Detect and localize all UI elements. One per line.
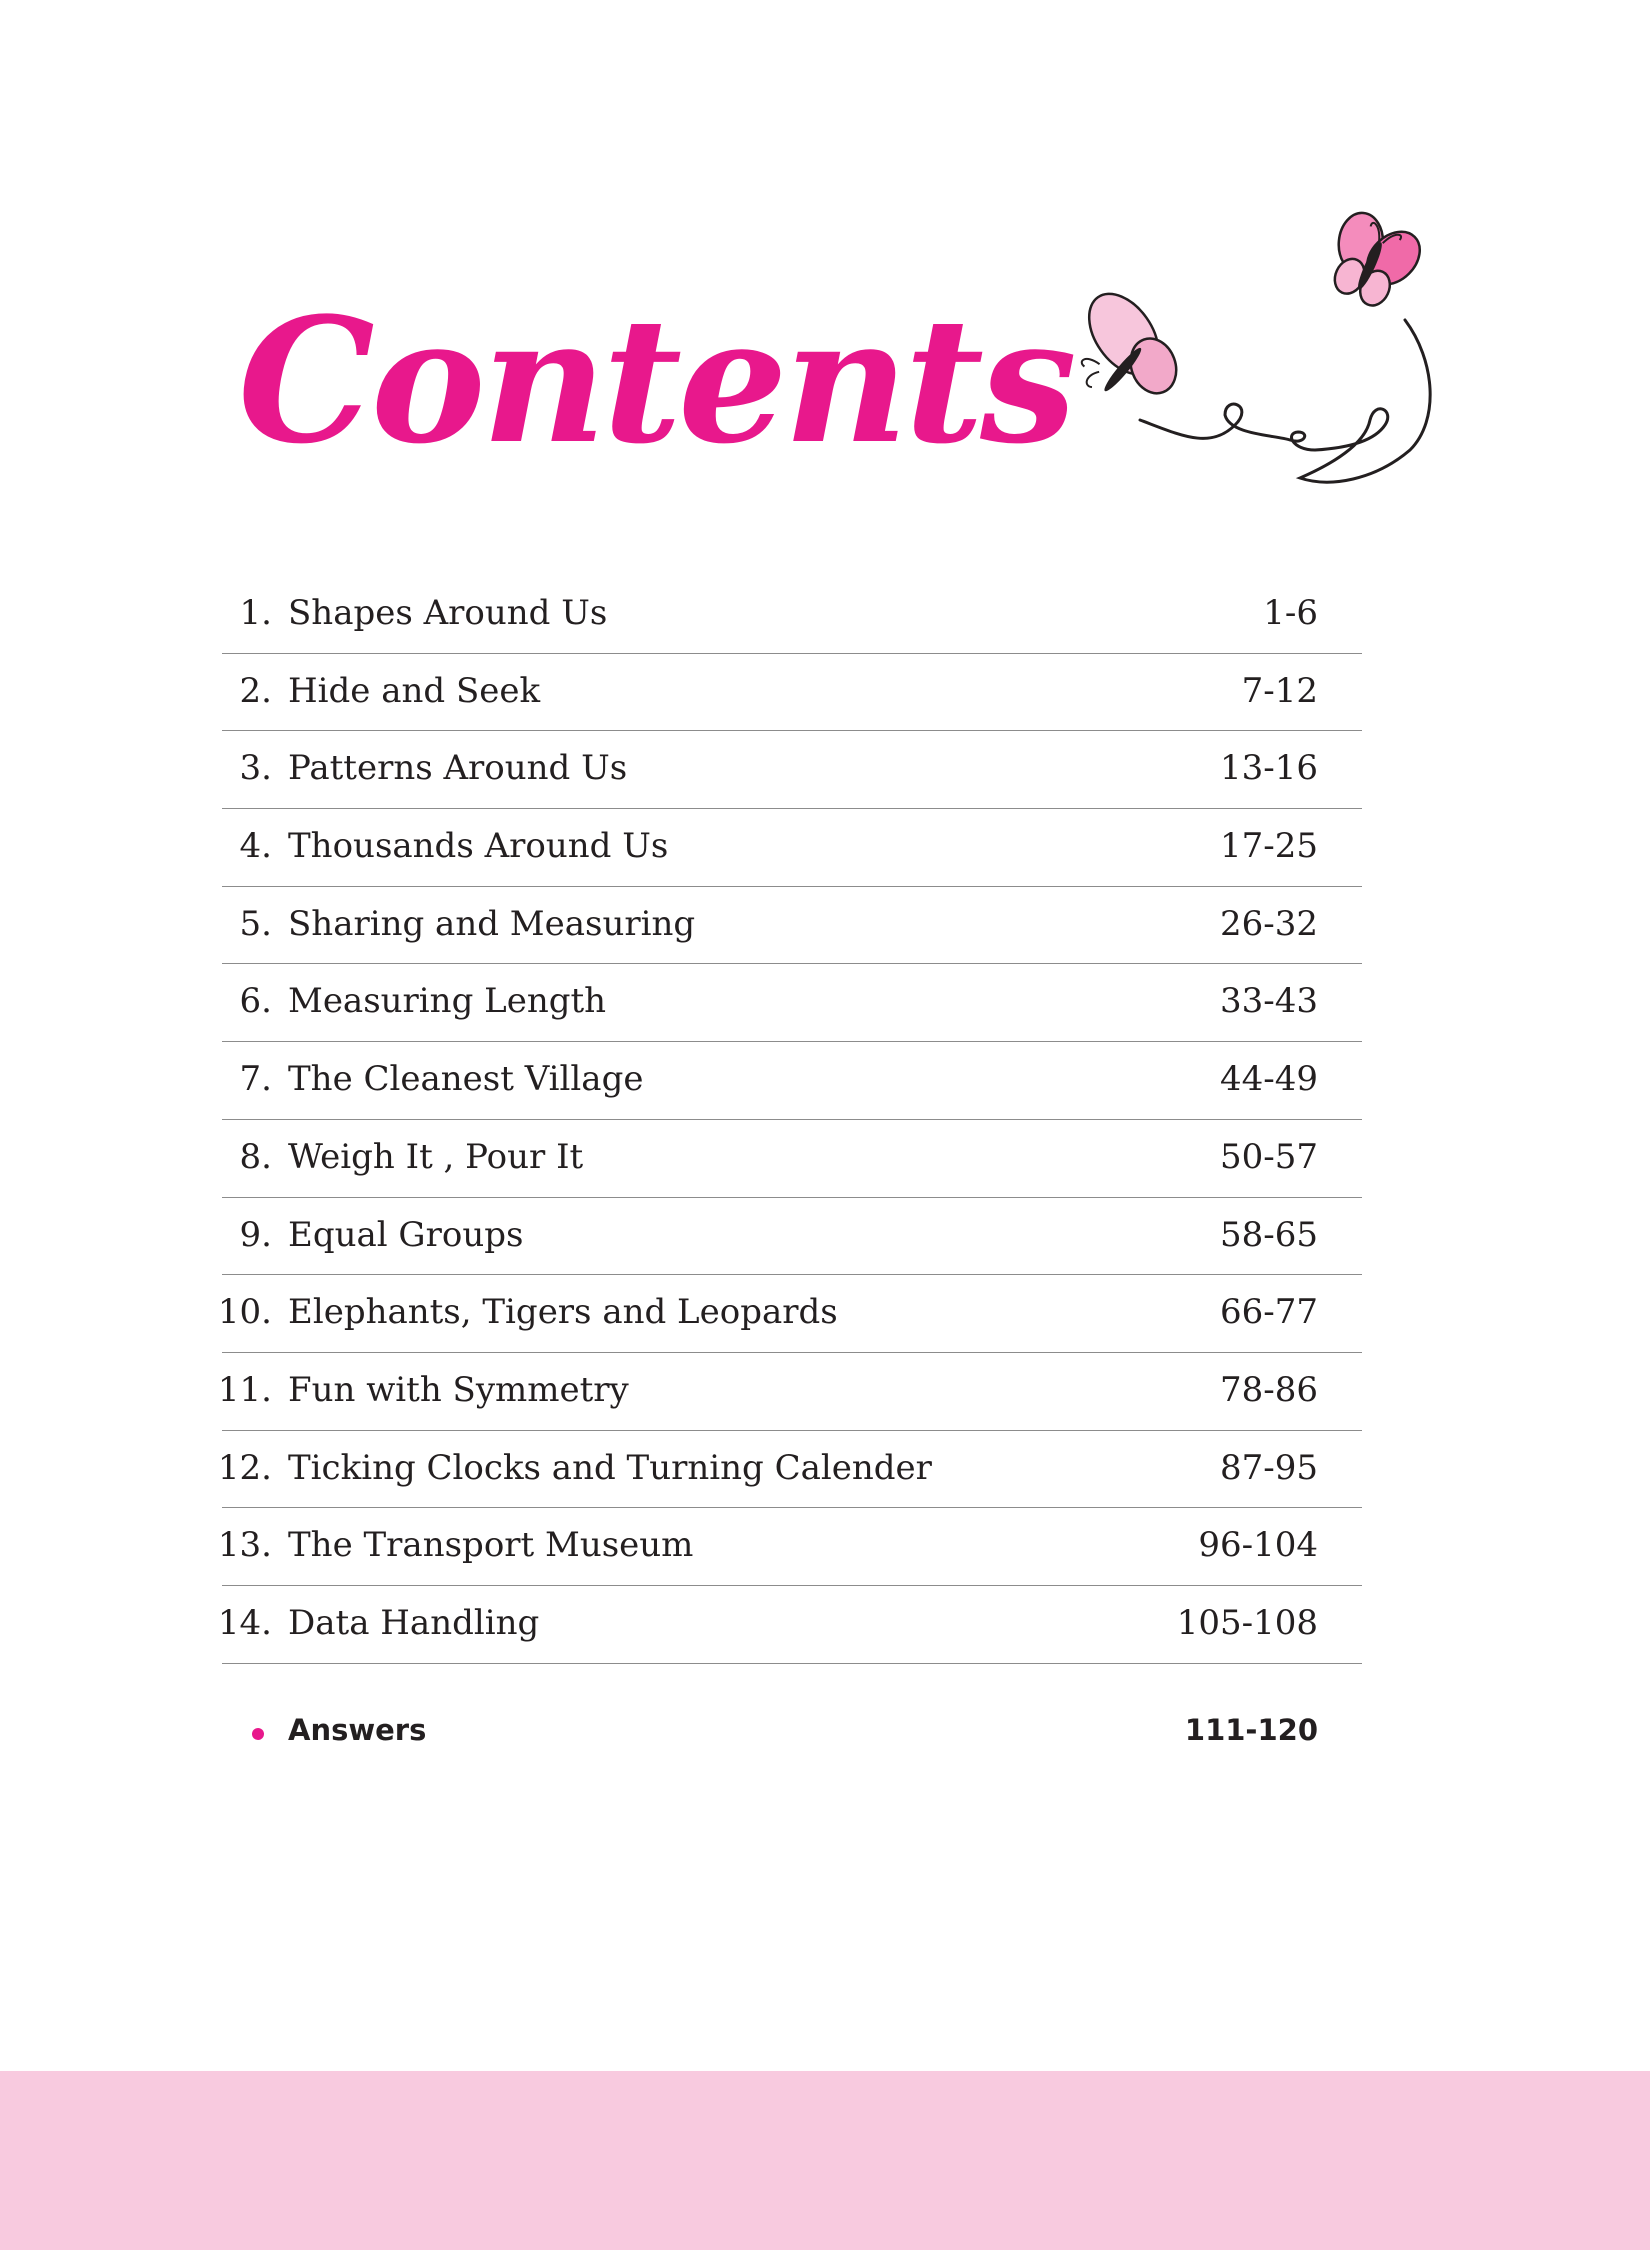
- toc-entry[interactable]: [222, 654, 1362, 732]
- chapter-number: 14.: [217, 1602, 272, 1643]
- chapter-number: 13.: [217, 1525, 272, 1566]
- toc-entry[interactable]: [217, 1431, 1362, 1509]
- chapter-number: 5.: [239, 903, 272, 944]
- toc-entry[interactable]: [222, 1198, 1362, 1276]
- chapter-title: Thousands Around Us: [288, 826, 669, 867]
- toc-entry[interactable]: [222, 1120, 1362, 1198]
- chapter-number: 9.: [239, 1214, 272, 1255]
- chapter-title: Elephants, Tigers and Leopards: [288, 1292, 838, 1333]
- page-range: 58-65: [1219, 1214, 1318, 1255]
- page-range: 87-95: [1219, 1447, 1318, 1488]
- chapter-title: Sharing and Measuring: [288, 903, 696, 944]
- toc-entry[interactable]: [217, 1508, 1362, 1586]
- chapter-title: Hide and Seek: [288, 670, 541, 711]
- page-range: 105-108: [1176, 1602, 1318, 1643]
- page-range: 17-25: [1219, 826, 1318, 867]
- chapter-title: Ticking Clocks and Turning Calender: [288, 1447, 932, 1488]
- chapter-title: Weigh It , Pour It: [288, 1136, 584, 1177]
- toc-entry[interactable]: [222, 1042, 1362, 1120]
- page-range: 96-104: [1198, 1525, 1318, 1566]
- bullet-icon: [252, 1728, 264, 1740]
- chapter-number: 4.: [239, 826, 272, 867]
- toc-entry[interactable]: [222, 576, 1362, 654]
- chapter-number: 6.: [239, 981, 272, 1022]
- toc-entry[interactable]: [222, 809, 1362, 887]
- page-range: 33-43: [1219, 981, 1318, 1022]
- page-range: 78-86: [1219, 1369, 1318, 1410]
- toc-entry[interactable]: [217, 1275, 1362, 1353]
- chapter-title: The Transport Museum: [288, 1525, 694, 1566]
- chapter-number: 12.: [217, 1447, 272, 1488]
- chapter-title: Data Handling: [288, 1602, 540, 1643]
- page-range: 1-6: [1263, 593, 1318, 633]
- page-range: 7-12: [1241, 670, 1318, 711]
- chapter-number: 1.: [239, 593, 272, 633]
- footer-band: [0, 2071, 1650, 2250]
- page-range: 26-32: [1219, 903, 1318, 944]
- chapter-number: 8.: [239, 1136, 272, 1177]
- chapter-title: Fun with Symmetry: [288, 1369, 629, 1410]
- page-range: 13-16: [1219, 748, 1318, 789]
- toc-entry[interactable]: [217, 1353, 1362, 1431]
- butterflies-icon: [1030, 210, 1450, 510]
- page-range: 50-57: [1219, 1136, 1318, 1177]
- answers-page-range: 111-120: [1184, 1713, 1318, 1747]
- chapter-title: Shapes Around Us: [288, 593, 608, 633]
- answers-label: Answers: [288, 1713, 427, 1747]
- chapter-title: Equal Groups: [288, 1214, 524, 1255]
- table-of-contents: [217, 576, 1362, 1664]
- chapter-number: 7.: [239, 1059, 272, 1100]
- chapter-number: 11.: [217, 1369, 272, 1410]
- toc-entry[interactable]: [222, 964, 1362, 1042]
- chapter-number: 10.: [217, 1292, 272, 1333]
- toc-entry[interactable]: [217, 1586, 1362, 1664]
- page-range: 66-77: [1219, 1292, 1318, 1333]
- chapter-title: The Cleanest Village: [288, 1059, 644, 1100]
- chapter-number: 2.: [239, 670, 272, 711]
- toc-entry[interactable]: [222, 731, 1362, 809]
- toc-entry[interactable]: [222, 887, 1362, 965]
- page-title: Contents: [238, 279, 1073, 482]
- chapter-title: Measuring Length: [288, 981, 607, 1022]
- toc-entry-answers[interactable]: [222, 1712, 1362, 1752]
- chapter-title: Patterns Around Us: [288, 748, 628, 789]
- chapter-number: 3.: [239, 748, 272, 789]
- page-range: 44-49: [1219, 1059, 1318, 1100]
